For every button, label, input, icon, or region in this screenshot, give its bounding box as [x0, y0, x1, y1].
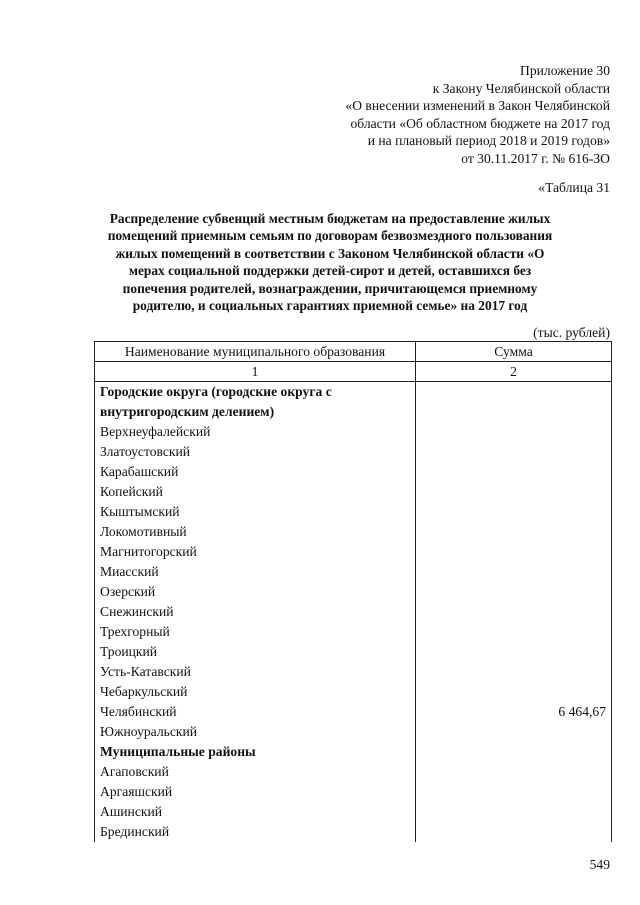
- municipality-name: Снежинский: [95, 602, 416, 622]
- municipality-name: Магнитогорский: [95, 542, 416, 562]
- appendix-line: к Закону Челябинской области: [432, 80, 610, 96]
- municipality-name: Верхнеуфалейский: [95, 422, 416, 442]
- appendix-line: «О внесении изменений в Закон Челябинской: [345, 98, 610, 114]
- municipality-name: Муниципальные районы: [95, 742, 416, 762]
- table-reference: «Таблица 31: [538, 180, 610, 195]
- table-row: [95, 522, 612, 542]
- subvention-amount: [416, 802, 612, 822]
- table-row: [95, 602, 612, 622]
- table-group-row: [95, 382, 612, 423]
- table-row: [95, 462, 612, 482]
- municipality-name: Миасский: [95, 562, 416, 582]
- municipality-name: Городские округа (городские округа с внутригородским делением): [95, 382, 416, 423]
- subvention-amount: [416, 642, 612, 662]
- table-group-row: [95, 742, 612, 762]
- municipality-name: Ашинский: [95, 802, 416, 822]
- column-header-name: Наименование муниципального образования: [95, 342, 416, 362]
- table-row: [95, 702, 612, 722]
- subvention-amount: [416, 542, 612, 562]
- subvention-amount: [416, 622, 612, 642]
- municipality-name: Усть-Катавский: [95, 662, 416, 682]
- table-row: [95, 502, 612, 522]
- subvention-amount: [416, 602, 612, 622]
- subvention-amount: [416, 682, 612, 702]
- column-number: 2: [416, 362, 612, 382]
- municipality-name: Карабашский: [95, 462, 416, 482]
- table-row: [95, 682, 612, 702]
- column-number-row: [95, 362, 612, 382]
- municipality-name: Брединский: [95, 822, 416, 842]
- subvention-amount: [416, 462, 612, 482]
- municipality-name: Кыштымский: [95, 502, 416, 522]
- municipality-name: Чебаркульский: [95, 682, 416, 702]
- table-header-row: [95, 342, 612, 362]
- municipality-name: Троицкий: [95, 642, 416, 662]
- appendix-header: [345, 62, 610, 168]
- municipality-name: Агаповский: [95, 762, 416, 782]
- appendix-line: области «Об областном бюджете на 2017 год: [350, 115, 610, 131]
- table-row: [95, 782, 612, 802]
- table-row: [95, 822, 612, 842]
- document-title: Распределение субвенций местным бюджетам на предоставление жилых помещений приемным семьям по договорам безвозмездного пользования жилых помещений в соответствии с Законом Челябинской области «О мерах социальной поддержки детей-сирот и детей, оставшихся без попечения родителей, вознаграждении, причитающемся приемному родителю, и социальных гарантиях приемной семье» на 2017 год: [107, 211, 553, 314]
- table-row: [95, 662, 612, 682]
- municipality-name: Челябинский: [95, 702, 416, 722]
- units-label: (тыс. рублей): [533, 325, 610, 340]
- column-header-amount: Сумма: [416, 342, 612, 362]
- municipality-name: Златоустовский: [95, 442, 416, 462]
- subvention-amount: [416, 822, 612, 842]
- table-row: [95, 642, 612, 662]
- table-row: [95, 562, 612, 582]
- column-number: 1: [95, 362, 416, 382]
- table-row: [95, 422, 612, 442]
- subvention-amount: [416, 562, 612, 582]
- subvention-amount: [416, 522, 612, 542]
- appendix-line: и на плановый период 2018 и 2019 годов»: [367, 133, 610, 149]
- page-number: 549: [589, 857, 610, 872]
- table-row: [95, 442, 612, 462]
- subvention-amount: 6 464,67: [416, 702, 612, 722]
- subvention-amount: [416, 422, 612, 442]
- table-row: [95, 622, 612, 642]
- table-row: [95, 542, 612, 562]
- table-body: [95, 382, 612, 843]
- table-row: [95, 582, 612, 602]
- table-row: [95, 802, 612, 822]
- subvention-amount: [416, 442, 612, 462]
- subvention-amount: [416, 502, 612, 522]
- subvention-amount: [416, 782, 612, 802]
- table-row: [95, 762, 612, 782]
- appendix-line: от 30.11.2017 г. № 616-ЗО: [461, 150, 610, 166]
- table-row: [95, 722, 612, 742]
- table-row: [95, 482, 612, 502]
- subvention-amount: [416, 722, 612, 742]
- municipality-name: Копейский: [95, 482, 416, 502]
- subvention-amount: [416, 482, 612, 502]
- subvention-amount: [416, 662, 612, 682]
- subvention-amount: [416, 582, 612, 602]
- municipality-name: Южноуральский: [95, 722, 416, 742]
- appendix-line: Приложение 30: [520, 63, 610, 78]
- subvention-amount: [416, 742, 612, 762]
- subvention-amount: [416, 762, 612, 782]
- municipality-name: Трехгорный: [95, 622, 416, 642]
- subvention-table: [94, 341, 612, 842]
- municipality-name: Озерский: [95, 582, 416, 602]
- subvention-amount: [416, 382, 612, 423]
- municipality-name: Аргаяшский: [95, 782, 416, 802]
- municipality-name: Локомотивный: [95, 522, 416, 542]
